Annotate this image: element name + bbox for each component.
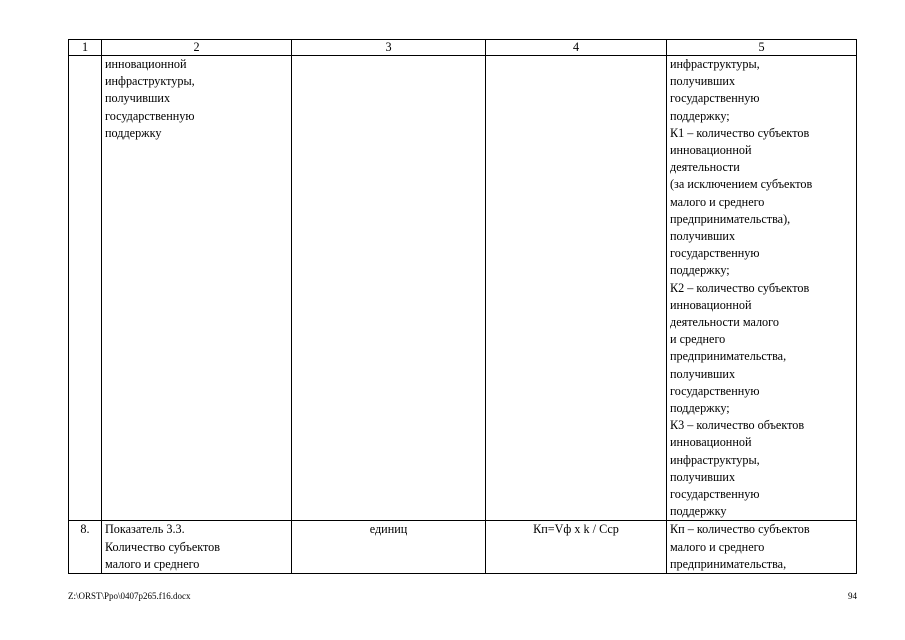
footer-page-number: 94 xyxy=(848,591,857,601)
header-cell-4: 4 xyxy=(486,40,667,56)
row-number-cell: 8. xyxy=(69,521,102,574)
row-number-cell xyxy=(69,56,102,521)
formula-cell xyxy=(486,56,667,521)
indicator-name-cell: Показатель 3.3. Количество субъектов малого и среднего xyxy=(102,521,292,574)
header-cell-5: 5 xyxy=(667,40,857,56)
footer-file-path: Z:\ORST\Ppo\0407p265.f16.docx xyxy=(68,591,191,601)
unit-cell xyxy=(292,56,486,521)
table-row xyxy=(69,56,857,521)
indicator-name-cell: инновационной инфраструктуры, получивших государственную поддержку xyxy=(102,56,292,521)
table-row xyxy=(69,521,857,574)
document-table xyxy=(68,39,857,574)
header-cell-3: 3 xyxy=(292,40,486,56)
description-cell: Кп – количество субъектов малого и среднего предпринимательства, xyxy=(667,521,857,574)
header-cell-1: 1 xyxy=(69,40,102,56)
unit-cell: единиц xyxy=(292,521,486,574)
description-cell: инфраструктуры, получивших государственную поддержку; К1 – количество субъектов инновационной деятельности (за исключением субъектов малого и среднего предпринимательства), получивших государственную поддержку; К2 – количество субъектов инновационной деятельности малого и среднего предпринимательства, получивших государственную поддержку; К3 – количество объектов инновационной инфраструктуры, получивших государственную поддержку xyxy=(667,56,857,521)
formula-cell: Кп=Vф x k / Сср xyxy=(486,521,667,574)
table-header-row xyxy=(69,40,857,56)
header-cell-2: 2 xyxy=(102,40,292,56)
